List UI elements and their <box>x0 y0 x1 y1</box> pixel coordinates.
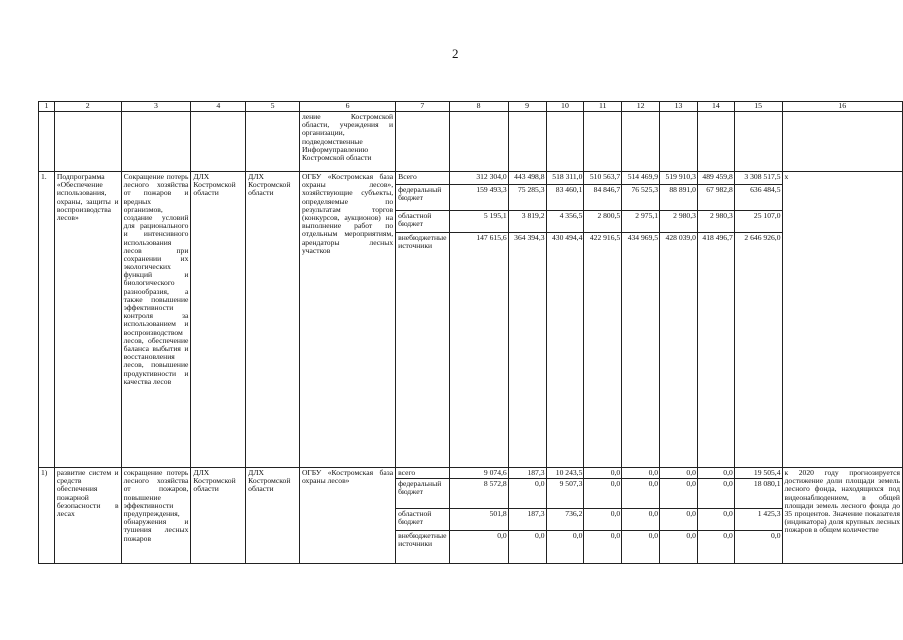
value-cell: 0,0 <box>697 531 734 564</box>
goal-cell: сокращение потерь лесного хозяйства от пожаров, повышение эффективности предупреждения, обнаружения и тушения лесных пожаров <box>121 468 191 564</box>
value-cell: 510 563,7 <box>584 172 622 185</box>
value-cell: 5 195,1 <box>449 211 508 233</box>
value-cell: 76 525,3 <box>622 185 660 211</box>
header-cell: 16 <box>782 102 903 112</box>
value-cell: 2 980,3 <box>660 211 698 233</box>
value-cell: 187,3 <box>508 509 546 531</box>
value-cell: 19 505,4 <box>734 468 782 479</box>
value-cell: 0,0 <box>584 479 622 509</box>
value-cell: 0,0 <box>697 479 734 509</box>
program-name-cell: Подпрограмма «Обеспечение использования, охраны, защиты и воспроизводства лесов» <box>54 172 121 468</box>
header-cell: 2 <box>54 102 121 112</box>
header-cell: 10 <box>546 102 584 112</box>
header-cell: 15 <box>734 102 782 112</box>
coexecutor-cell: ДЛХ Костромской области <box>246 172 300 468</box>
value-cell: 18 080,1 <box>734 479 782 509</box>
continuation-row <box>39 112 903 172</box>
executor-cell: ОГБУ «Костромская база охраны лесов» <box>299 468 395 564</box>
value-cell: 422 916,5 <box>584 233 622 468</box>
value-cell: 0,0 <box>508 531 546 564</box>
value-cell: 2 646 926,0 <box>734 233 782 468</box>
responsible-cell: ДЛХ Костромской области <box>191 172 246 468</box>
value-cell: 10 243,5 <box>546 468 584 479</box>
value-cell: 501,8 <box>449 509 508 531</box>
value-cell: 0,0 <box>660 531 698 564</box>
note-cell: к 2020 году прогнозируется достижение доли площади земель лесного фонда, находящихся под видеонаблюдением, в общей площади земель лесного фонда до 35 процентов. Значение показателя (индикатора) доля крупных лесных пожаров в общем количестве <box>782 468 903 564</box>
value-cell: 0,0 <box>734 531 782 564</box>
value-cell: 83 460,1 <box>546 185 584 211</box>
value-cell: 636 484,5 <box>734 185 782 211</box>
value-cell: 0,0 <box>697 509 734 531</box>
page-number: 2 <box>452 46 459 61</box>
value-cell: 428 039,0 <box>660 233 698 468</box>
value-cell: 0,0 <box>584 531 622 564</box>
source-label: федеральный бюджет <box>396 185 449 211</box>
table-row <box>39 468 903 479</box>
value-cell: 4 356,5 <box>546 211 584 233</box>
source-label: областной бюджет <box>396 509 449 531</box>
budget-table <box>38 101 903 564</box>
value-cell: 187,3 <box>508 468 546 479</box>
value-cell: 434 969,5 <box>622 233 660 468</box>
value-cell: 147 615,6 <box>449 233 508 468</box>
value-cell: 489 459,8 <box>697 172 734 185</box>
value-cell: 9 074,6 <box>449 468 508 479</box>
header-cell: 8 <box>449 102 508 112</box>
value-cell: 0,0 <box>584 468 622 479</box>
value-cell: 67 982,8 <box>697 185 734 211</box>
header-cell: 11 <box>584 102 622 112</box>
header-row <box>39 102 903 112</box>
header-cell: 5 <box>246 102 300 112</box>
value-cell: 312 304,0 <box>449 172 508 185</box>
value-cell: 0,0 <box>660 509 698 531</box>
header-cell: 12 <box>622 102 660 112</box>
row-index: 1. <box>39 172 55 468</box>
value-cell: 88 891,0 <box>660 185 698 211</box>
value-cell: 159 493,3 <box>449 185 508 211</box>
value-cell: 0,0 <box>622 468 660 479</box>
value-cell: 418 496,7 <box>697 233 734 468</box>
executor-cell: ление Костромской области, учреждения и организации, подведомственные Информуправлению Костромской области <box>299 112 395 172</box>
header-cell: 6 <box>299 102 395 112</box>
note-cell: х <box>782 172 903 468</box>
header-cell: 13 <box>660 102 698 112</box>
value-cell: 0,0 <box>622 509 660 531</box>
program-name-cell: развитие систем и средств обеспечения пожарной безопасности в лесах <box>54 468 121 564</box>
value-cell: 25 107,0 <box>734 211 782 233</box>
value-cell: 0,0 <box>622 479 660 509</box>
value-cell: 75 285,3 <box>508 185 546 211</box>
header-cell: 3 <box>121 102 191 112</box>
value-cell: 2 800,5 <box>584 211 622 233</box>
value-cell: 518 311,0 <box>546 172 584 185</box>
value-cell: 84 846,7 <box>584 185 622 211</box>
value-cell: 2 975,1 <box>622 211 660 233</box>
value-cell: 1 425,3 <box>734 509 782 531</box>
header-cell: 7 <box>396 102 449 112</box>
value-cell: 0,0 <box>660 468 698 479</box>
value-cell: 443 498,8 <box>508 172 546 185</box>
row-index: 1) <box>39 468 55 564</box>
value-cell: 514 469,9 <box>622 172 660 185</box>
goal-cell: Сокращение потерь лесного хозяйства от пожаров и вредных организмов, создание условий для рационального и интенсивного использования лесов при сохранении их экологических функций и биологического разнообразия, а также повышение эффективности контроля за использованием и воспроизводством лесов, обеспечение баланса выбытия и восстановления лесов, повышение продуктивности и качества лесов <box>121 172 191 468</box>
value-cell: 0,0 <box>660 479 698 509</box>
value-cell: 0,0 <box>622 531 660 564</box>
value-cell: 0,0 <box>508 479 546 509</box>
value-cell: 0,0 <box>584 509 622 531</box>
source-label: областной бюджет <box>396 211 449 233</box>
executor-cell: ОГБУ «Костромская база охраны лесов», хозяйствующие субъекты, определяемые по результатам торгов (конкурсов, аукционов) на выполнение работ по отдельным мероприятиям, арендаторы лесных участков <box>299 172 395 468</box>
source-label: внебюджетные источники <box>396 531 449 564</box>
value-cell: 736,2 <box>546 509 584 531</box>
coexecutor-cell: ДЛХ Костромской области <box>246 468 300 564</box>
value-cell: 0,0 <box>449 531 508 564</box>
value-cell: 0,0 <box>546 531 584 564</box>
value-cell: 519 910,3 <box>660 172 698 185</box>
source-label: внебюджетные источники <box>396 233 449 468</box>
responsible-cell: ДЛХ Костромской области <box>191 468 246 564</box>
source-label: всего <box>396 468 449 479</box>
source-label: федеральный бюджет <box>396 479 449 509</box>
table-row <box>39 172 903 185</box>
header-cell: 4 <box>191 102 246 112</box>
value-cell: 3 819,2 <box>508 211 546 233</box>
value-cell: 2 980,3 <box>697 211 734 233</box>
value-cell: 0,0 <box>697 468 734 479</box>
header-cell: 14 <box>697 102 734 112</box>
header-cell: 9 <box>508 102 546 112</box>
value-cell: 8 572,8 <box>449 479 508 509</box>
value-cell: 364 394,3 <box>508 233 546 468</box>
source-label: Всего <box>396 172 449 185</box>
value-cell: 430 494,4 <box>546 233 584 468</box>
header-cell: 1 <box>39 102 55 112</box>
value-cell: 9 507,3 <box>546 479 584 509</box>
value-cell: 3 308 517,5 <box>734 172 782 185</box>
